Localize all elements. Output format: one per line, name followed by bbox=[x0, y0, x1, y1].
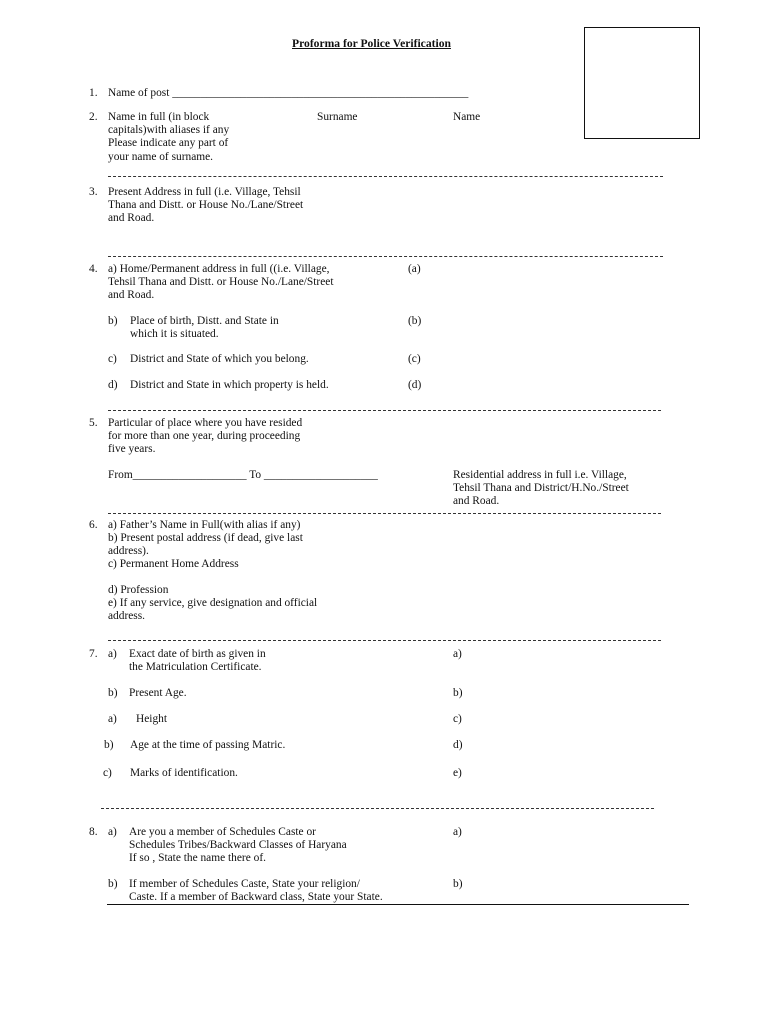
q7-item-label: b) bbox=[104, 739, 114, 751]
q3-present-address: Present Address in full (i.e. Village, Tehsil Thana and Distt. or House No./Lane/Street and Road. bbox=[108, 186, 304, 225]
q4b-answer-label: (b) bbox=[408, 315, 422, 327]
q4c-answer-label: (c) bbox=[408, 353, 421, 365]
q5-from-to: From____________________ To ____________________ bbox=[108, 469, 378, 481]
q8b-answer-label: b) bbox=[453, 878, 463, 890]
q7-age-passing-matric: Age at the time of passing Matric. bbox=[130, 739, 286, 751]
q7-answer-label: a) bbox=[453, 648, 462, 660]
q4-number: 4. bbox=[89, 263, 98, 275]
q4b-label: b) bbox=[108, 315, 118, 327]
q2-number: 2. bbox=[89, 111, 98, 123]
separator-line bbox=[101, 808, 654, 809]
q6c-permanent-home-address: c) Permanent Home Address bbox=[108, 558, 239, 570]
q6d-profession: d) Profession bbox=[108, 584, 169, 596]
q7-number: 7. bbox=[89, 648, 98, 660]
q7-item-label: c) bbox=[103, 767, 112, 779]
q8b-label: b) bbox=[108, 878, 118, 890]
separator-line bbox=[108, 640, 661, 641]
separator-line bbox=[108, 513, 661, 514]
separator-line bbox=[108, 256, 663, 257]
q4d-label: d) bbox=[108, 379, 118, 391]
separator-line bbox=[108, 176, 663, 177]
q8a-answer-label: a) bbox=[453, 826, 462, 838]
q6a-father-name: a) Father’s Name in Full(with alias if any) bbox=[108, 519, 301, 531]
q4d-property-location: District and State in which property is held. bbox=[130, 379, 329, 391]
q5-number: 5. bbox=[89, 417, 98, 429]
q4a-permanent-address: a) Home/Permanent address in full ((i.e. Village, Tehsil Thana and Distt. or House No./Lane/Street and Road. bbox=[108, 263, 334, 302]
q7-item-label: b) bbox=[108, 687, 118, 699]
bottom-rule bbox=[107, 904, 689, 905]
q8a-scheduled-caste-member: Are you a member of Schedules Caste or Schedules Tribes/Backward Classes of Haryana If so , State the name there of. bbox=[129, 826, 347, 865]
q8a-label: a) bbox=[108, 826, 117, 838]
q1-number: 1. bbox=[89, 87, 98, 99]
q8-number: 8. bbox=[89, 826, 98, 838]
q2-surname-label: Surname bbox=[317, 111, 358, 123]
q6b-postal-address: b) Present postal address (if dead, give last address). bbox=[108, 532, 303, 558]
q7-answer-label: d) bbox=[453, 739, 463, 751]
q7-height: Height bbox=[136, 713, 168, 725]
q7-answer-label: b) bbox=[453, 687, 463, 699]
q7-date-of-birth: Exact date of birth as given in the Matriculation Certificate. bbox=[129, 648, 266, 674]
q4d-answer-label: (d) bbox=[408, 379, 422, 391]
q7-answer-label: e) bbox=[453, 767, 462, 779]
q2-name-label: Name bbox=[453, 111, 481, 123]
q2-name-in-full: Name in full (in block capitals)with aliases if any Please indicate any part of your name of surname. bbox=[108, 111, 230, 163]
separator-line bbox=[108, 410, 661, 411]
q7-item-label: a) bbox=[108, 713, 117, 725]
q4c-label: c) bbox=[108, 353, 117, 365]
q7-answer-label: c) bbox=[453, 713, 462, 725]
q4c-district-state: District and State of which you belong. bbox=[130, 353, 309, 365]
q5-places-resided: Particular of place where you have resided for more than one year, during proceeding five years. bbox=[108, 417, 303, 456]
photo-box bbox=[584, 27, 700, 139]
q7-item-label: a) bbox=[108, 648, 117, 660]
q6-number: 6. bbox=[89, 519, 98, 531]
q3-number: 3. bbox=[89, 186, 98, 198]
q8b-religion-caste: If member of Schedules Caste, State your religion/ Caste. If a member of Backward class, State your State. bbox=[129, 878, 383, 904]
q5-residential-address: Residential address in full i.e. Village, Tehsil Thana and District/H.No./Street and Road. bbox=[453, 469, 629, 508]
q1-name-of-post: Name of post ____________________________________________________ bbox=[108, 87, 469, 99]
q4a-answer-label: (a) bbox=[408, 263, 421, 275]
q4b-place-of-birth: Place of birth, Distt. and State in which it is situated. bbox=[130, 315, 279, 341]
q7-marks-of-identification: Marks of identification. bbox=[130, 767, 238, 779]
q7-present-age: Present Age. bbox=[129, 687, 187, 699]
q6e-service-designation: e) If any service, give designation and official address. bbox=[108, 597, 318, 623]
form-title: Proforma for Police Verification bbox=[292, 37, 451, 50]
